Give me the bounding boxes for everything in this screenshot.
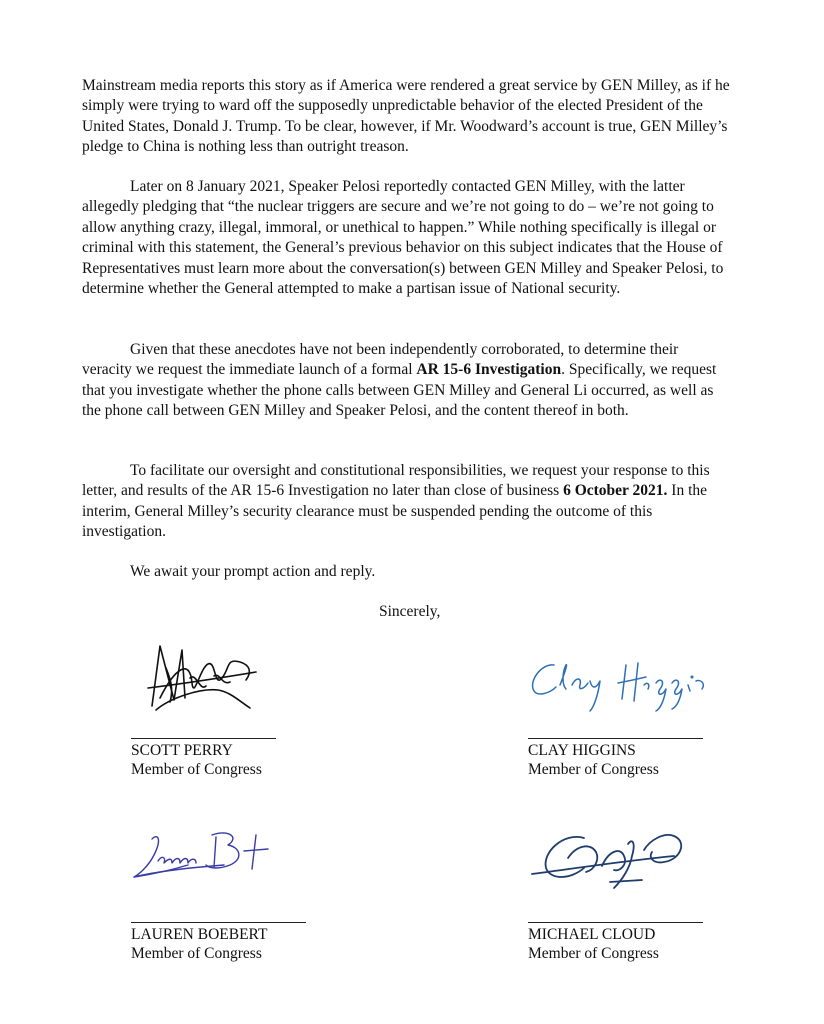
paragraph-deadline-text-b: In the interim, General Milley’s security clearance must be suspended pending the outcome of this investigation.: [82, 482, 708, 541]
signatory-name: MICHAEL CLOUD: [528, 926, 656, 943]
paragraph-await-reply-text: We await your prompt action and reply.: [130, 563, 376, 580]
signature-clay-higgins: [522, 655, 722, 715]
signatory-name: SCOTT PERRY: [131, 742, 233, 759]
signature-line: [528, 738, 703, 739]
signatory-title: Member of Congress: [528, 761, 659, 778]
signatory-name: CLAY HIGGINS: [528, 742, 636, 759]
investigation-name: AR 15-6 Investigation: [416, 361, 562, 379]
signature-block-lauren-boebert: [131, 922, 331, 963]
paragraph-pelosi-call-text: Later on 8 January 2021, Speaker Pelosi reportedly contacted GEN Milley, with the latter allegedly pledging that “the nuclear triggers are secure and we’re not going to do – we’re not going to allow anything crazy, illegal, immoral, or unethical to happen.” While nothing specifically is illegal or criminal with this statement, the General’s previous behavior on this subject indicates that the House of Representatives must learn more about the conversation(s) between GEN Milley and Speaker Pelosi, to determine whether the General attempted to make a partisan issue of National security.: [82, 178, 724, 298]
paragraph-deadline-text-a: To facilitate our oversight and constitutional responsibilities, we request your response to this letter, and results of the AR 15-6 Investigation no later than close of business: [82, 462, 710, 500]
paragraph-investigation-text-a: Given that these anecdotes have not been independently corroborated, to determine their veracity we request the immediate launch of a formal: [82, 341, 679, 379]
signature-block-clay-higgins: [528, 738, 728, 779]
signature-michael-cloud: [524, 822, 709, 902]
paragraph-deadline: [82, 461, 732, 543]
signature-scott-perry: [130, 628, 270, 723]
signatory-name: LAUREN BOEBERT: [131, 926, 268, 943]
signature-block-scott-perry: [131, 738, 331, 779]
signature-line: [131, 738, 276, 739]
closing-salutation: Sincerely,: [379, 603, 441, 620]
paragraph-media-reports: Mainstream media reports this story as if America were rendered a great service by GEN Milley, as if he simply were trying to ward off the supposedly unpredictable behavior of the elected President of the United States, Donald J. Trump. To be clear, however, if Mr. Woodward’s account is true, GEN Milley’s pledge to China is nothing less than outright treason.: [82, 77, 730, 156]
paragraph-await-reply: [82, 562, 732, 582]
signature-block-michael-cloud: [528, 922, 728, 963]
signatory-title: Member of Congress: [131, 945, 262, 962]
paragraph-investigation-text-b: . Specifically, we request that you investigate whether the phone calls between GEN Milley and General Li occurred, as well as the phone call between GEN Milley and Speaker Pelosi, and the content thereof in both.: [82, 361, 717, 420]
signatory-title: Member of Congress: [528, 945, 659, 962]
signatory-title: Member of Congress: [131, 761, 262, 778]
paragraph-pelosi-call: [82, 177, 732, 299]
paragraph-investigation-request: [82, 340, 732, 422]
signature-lauren-boebert: [128, 825, 278, 895]
signature-line: [131, 922, 306, 923]
deadline-date: 6 October 2021.: [563, 482, 668, 500]
signature-line: [528, 922, 703, 923]
